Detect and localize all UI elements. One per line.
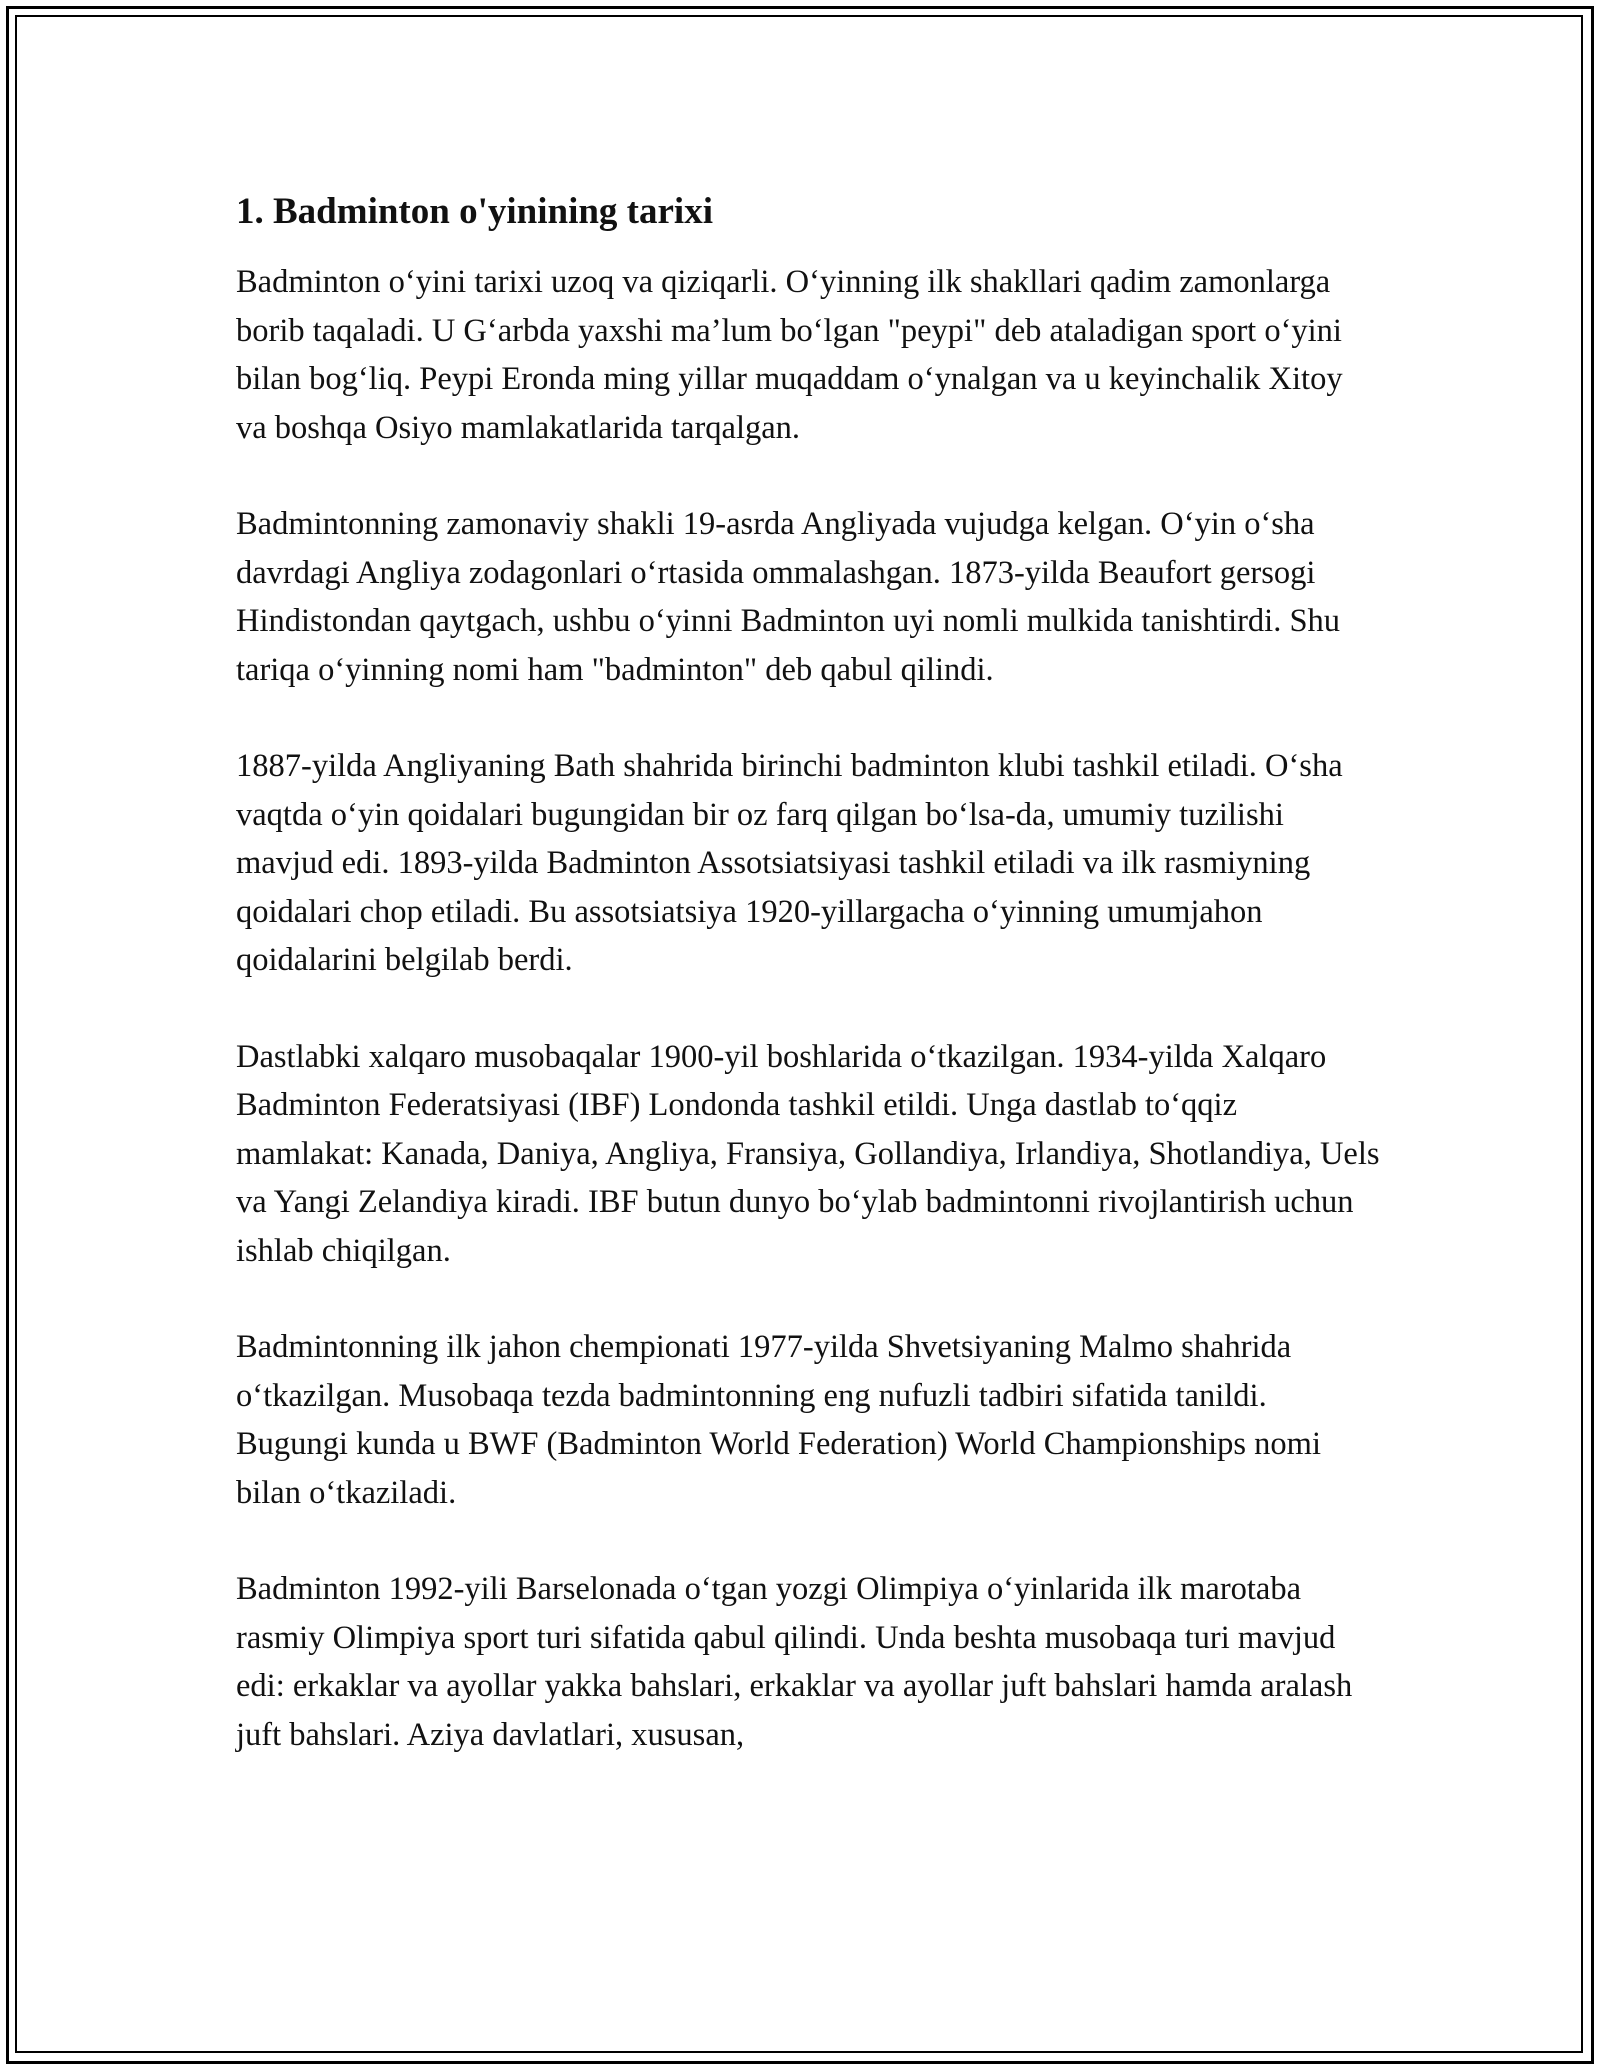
paragraph-first-club: 1887-yilda Angliyaning Bath shahrida birinchi badminton klubi tashkil etiladi. O‘sha vaqtda o‘yin qoidalari bugungidan bir oz farq qilgan bo‘lsa-da, umumiy tuzilishi mavjud edi. 1893-yilda Badminton Assotsiatsiyasi tashkil etiladi va ilk rasmiyning qoidalari chop etiladi. Bu assotsiatsiya 1920-yillargacha o‘yinning umumjahon qoidalarini belgilab berdi. [236, 748, 1343, 978]
section-heading: 1. Badminton o'yinining tarixi [236, 191, 713, 232]
paragraph-origins: Badminton o‘yini tarixi uzoq va qiziqarli. O‘yinning ilk shakllari qadim zamonlarga borib taqaladi. U G‘arbda yaxshi ma’lum bo‘lgan "peypi" deb ataladigan sport o‘yini bilan bog‘liq. Peypi Eronda ming yillar muqaddam o‘ynalgan va u keyinchalik Xitoy va boshqa Osiyo mamlakatlarida tarqalgan. [236, 264, 1343, 446]
paragraph-international: Dastlabki xalqaro musobaqalar 1900-yil boshlarida o‘tkazilgan. 1934-yilda Xalqaro Badminton Federatsiyasi (IBF) Londonda tashkil etildi. Unga dastlab to‘qqiz mamlakat: Kanada, Daniya, Angliya, Fransiya, Gollandiya, Irlandiya, Shotlandiya, Uels va Yangi Zelandiya kiradi. IBF butun dunyo bo‘ylab badmintonni rivojlantirish uchun ishlab chiqilgan. [236, 1038, 1380, 1269]
paragraph-world-championship: Badmintonning ilk jahon chempionati 1977-yilda Shvetsiyaning Malmo shahrida o‘tkazilgan. Musobaqa tezda badmintonning eng nufuzli tadbiri sifatida tanildi. Bugungi kunda u BWF (Badminton World Federation) World Championships nomi bilan o‘tkaziladi. [236, 1329, 1321, 1511]
paragraph-modern-form: Badmintonning zamonaviy shakli 19-asrda Angliyada vujudga kelgan. O‘yin o‘sha davrdagi Angliya zodagonlari o‘rtasida ommalashgan. 1873-yilda Beaufort gersogi Hindistondan qaytgach, ushbu o‘yinni Badminton uyi nomli mulkida tanishtirdi. Shu tariqa o‘yinning nomi ham "badminton" deb qabul qilindi. [236, 506, 1341, 688]
paragraph-olympics: Badminton 1992-yili Barselonada o‘tgan yozgi Olimpiya o‘yinlarida ilk marotaba rasmiy Olimpiya sport turi sifatida qabul qilindi. Unda beshta musobaqa turi mavjud edi: erkaklar va ayollar yakka bahslari, erkaklar va ayollar juft bahslari hamda aralash juft bahslari. Aziya davlatlari, xususan, [236, 1571, 1353, 1753]
document-body [236, 188, 1381, 1807]
